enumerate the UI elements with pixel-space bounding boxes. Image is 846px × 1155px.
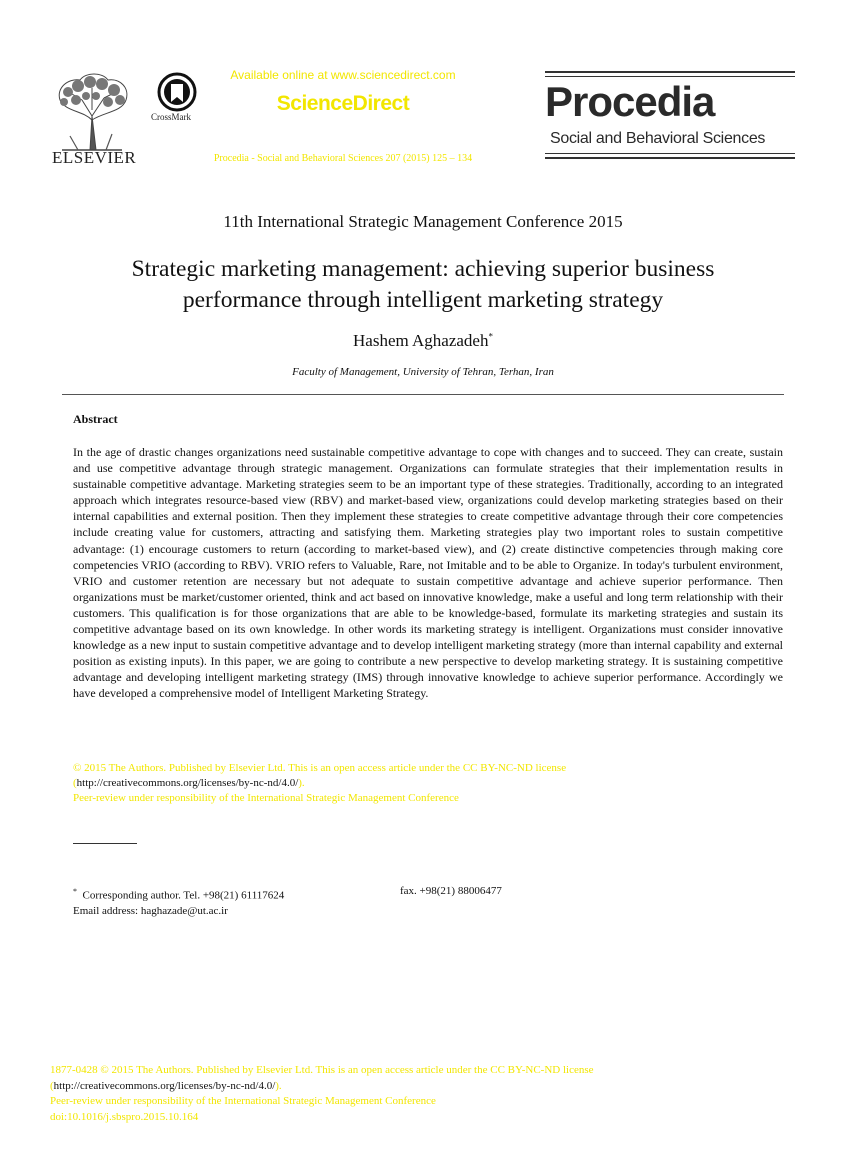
copyright-notice — [73, 761, 783, 806]
section-divider — [62, 394, 784, 395]
author-footnote-mark[interactable]: * — [488, 331, 493, 342]
elsevier-wordmark: ELSEVIER — [52, 148, 137, 167]
conference-name: 11th International Strategic Management Conference 2015 — [223, 212, 623, 231]
fax-number: fax. +98(21) 88006477 — [400, 885, 502, 897]
sciencedirect-logo[interactable]: ScienceDirect — [276, 92, 410, 115]
corresponding-author-line: * Corresponding author. Tel. +98(21) 61117624 — [73, 887, 285, 902]
peer-review-line: Peer-review under responsibility of the International Strategic Management Conference — [73, 792, 459, 804]
footnote — [73, 884, 284, 919]
crossmark-label: CrossMark — [151, 112, 191, 122]
author-line — [0, 331, 846, 351]
issn-copyright-line: 1877-0428 © 2015 The Authors. Published by Elsevier Ltd. This is an open access article under the CC BY-NC-ND license — [50, 1064, 594, 1076]
author-affiliation: Faculty of Management, University of Tehran, Terhan, Iran — [292, 366, 554, 378]
author-name: Hashem Aghazadeh — [353, 331, 489, 350]
bottom-notice — [50, 1063, 750, 1125]
doi-link[interactable]: doi:10.1016/j.sbspro.2015.10.164 — [50, 1110, 199, 1123]
bottom-license-link[interactable]: http://creativecommons.org/licenses/by-nc-nd/4.0/ — [53, 1079, 276, 1092]
availability-link[interactable]: Available online at www.sciencedirect.com — [230, 68, 456, 82]
email-address[interactable]: Email address: haghazade@ut.ac.ir — [73, 904, 228, 917]
abstract-text: In the age of drastic changes organizations need sustainable competitive advantage to cope with changes and to succeed. They can create, sustain and use competitive advantage through strategic management. Organizations can formulate strategies that their implementation results in sustainable competitive advantage. Marketing strategies seem to be an important type of these strategies. Traditionally, according to an integrated approach which integrates resource-based view (RBV) and market-based view, organizations could develop marketing strategies based on their internal capabilities and external position. Then they implement these strategies to create competitive advantage through their core competencies include creating value for customers, attracting and satisfying them. Marketing strategies play two important roles to sustain competitive advantage: (1) encourage customers to return (according to market-based view), and (2) create distinctive competencies through making core competencies VRIO (according to RBV). VRIO refers to Valuable, Rare, not Imitable and to be able to Organize. In today's turbulent environment, VRIO and customer retention are necessary but not adequate to sustain competitive advantage and achieve superior performance. Then organizations must be market/customer oriented, think and act based on innovative knowledge, make a useful and long term relationship with their customers. This qualification is for those organizations that are able to be knowledge-based, formulate its marketing strategies and sustain its competitive advantage based on its own knowledge. In other words its marketing strategy is intelligent. Organizations must consider innovative knowledge as a new input to sustain competitive advantage and to develop intelligent marketing strategy (more than internal capability and external position as existing inputs). In this paper, we are going to contribute a new perspective to develop marketing strategy. It is sustaining competitive advantage and developing intelligent marketing strategy (IMS) through innovative knowledge to achieve superior performance. Accordingly we have developed a comprehensive model of Intelligent Marketing Strategy. — [73, 445, 783, 701]
footnote-divider — [73, 843, 137, 844]
journal-reference: Procedia - Social and Behavioral Sciences 207 (2015) 125 – 134 — [213, 153, 473, 164]
license-line: (http://creativecommons.org/licenses/by-nc-nd/4.0/). — [73, 777, 305, 789]
license-link[interactable]: http://creativecommons.org/licenses/by-nc-nd/4.0/ — [76, 777, 299, 789]
header-rule — [545, 153, 795, 154]
journal-logo-name: Procedia — [545, 78, 715, 125]
crossmark-icon[interactable] — [157, 72, 197, 112]
header-rule — [545, 157, 795, 159]
bottom-peer-review-line: Peer-review under responsibility of the International Strategic Management Conference — [50, 1095, 436, 1107]
bottom-license-line: (http://creativecommons.org/licenses/by-nc-nd/4.0/). — [50, 1079, 282, 1092]
elsevier-tree-logo — [52, 70, 132, 152]
copyright-line: © 2015 The Authors. Published by Elsevier Ltd. This is an open access article under the CC BY-NC-ND license — [73, 762, 567, 774]
journal-logo-subtitle: Social and Behavioral Sciences — [550, 130, 766, 147]
header-rule — [545, 71, 795, 73]
header-rule — [545, 76, 795, 77]
abstract-heading: Abstract — [73, 412, 118, 426]
paper-title: Strategic marketing management: achieving superior business performance through intelligent marketing strategy — [131, 256, 715, 313]
